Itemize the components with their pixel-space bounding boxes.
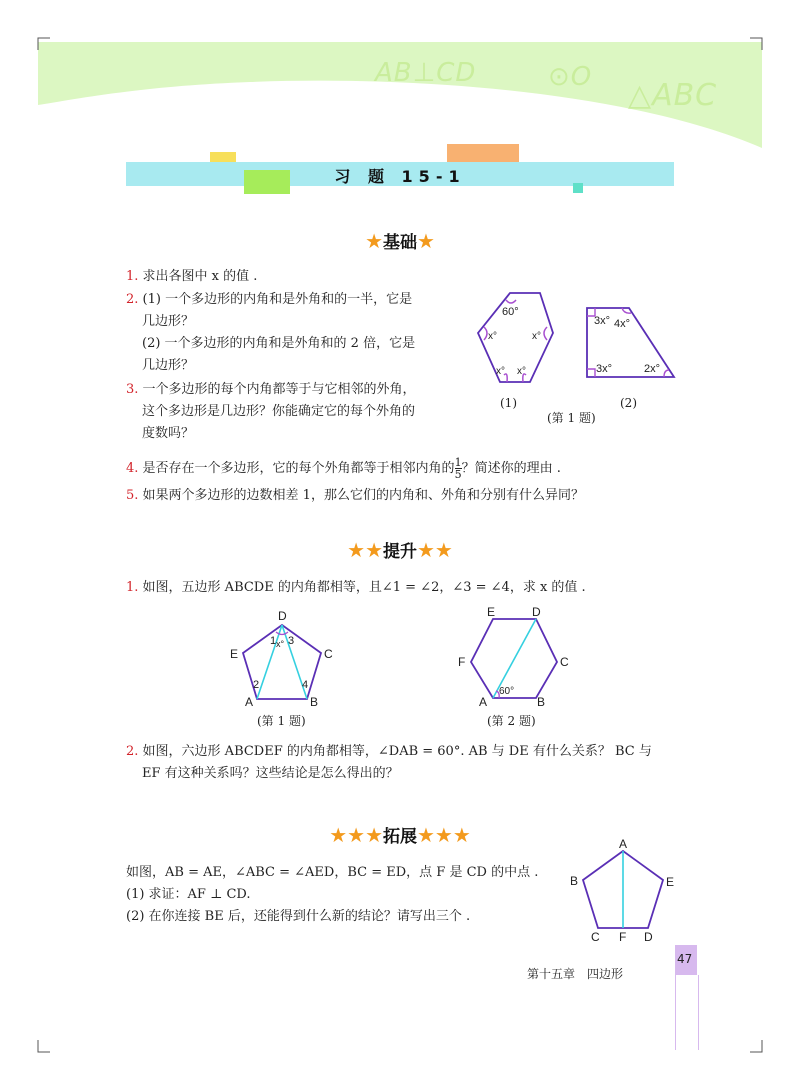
fig1-angle-br: x°: [517, 366, 526, 377]
pent-angle-2: 2: [253, 679, 260, 691]
hex-angle-60: 60°: [499, 686, 515, 697]
basic-item-3: 3. 一个多边形的每个内角都等于与它相邻的外角， 这个多边形是几边形？你能确定它的每个外角的 度数吗？: [126, 382, 416, 441]
figure-pentagon-improve: [228, 608, 338, 708]
hex-label-F: F: [458, 655, 466, 669]
improve-item-1: 1. 如图，五边形 ABCDE 的内角都相等，且∠1 = ∠2，∠3 = ∠4，求 x 的值 .: [126, 580, 586, 595]
hex-caption: (第 2 题): [487, 714, 536, 728]
pent-label-D: D: [278, 609, 287, 623]
hex-label-D: D: [532, 606, 541, 619]
pent-caption: (第 1 题): [257, 714, 306, 728]
pent-angle-x: x°: [276, 639, 285, 649]
deco-symbol-circle: ⊙O: [548, 62, 593, 92]
page-edge-line: [675, 975, 699, 1050]
hex-label-E: E: [487, 606, 496, 619]
basic-figure-caption: (第 1 题): [547, 411, 596, 425]
pent-label-C: C: [324, 647, 333, 661]
ext-label-F: F: [619, 930, 627, 944]
section-heading-basic: ★基础★: [365, 229, 435, 253]
basic-item-5: 5. 如果两个多边形的边数相差 1，那么它们的内角和、外角和分别有什么异同？: [126, 488, 584, 503]
figure-trapezoid-q1: [584, 304, 684, 384]
page-title: 习 题 15-1: [334, 167, 466, 186]
fig2-angle-tr: 4x°: [614, 318, 631, 330]
chapter-footer: 第十五章 四边形: [527, 967, 624, 981]
section-heading-extend: ★★★拓展★★★: [329, 823, 471, 847]
ext-label-A: A: [619, 837, 628, 851]
fig2-angle-tl: 3x°: [594, 315, 611, 327]
star-icon: ★★★: [329, 823, 383, 847]
pent-label-B: B: [310, 695, 319, 708]
page-number: 47: [677, 952, 693, 966]
ext-label-C: C: [591, 930, 600, 944]
deco-symbol-perpendicular: AB⊥CD: [375, 58, 477, 88]
pent-angle-3: 3: [288, 635, 295, 647]
fig1-angle-right: x°: [532, 331, 541, 342]
figure-hexagon-improve: [455, 606, 575, 706]
hex-label-A: A: [479, 695, 488, 706]
extend-text: [126, 862, 538, 928]
star-icon: ★★: [417, 538, 453, 562]
extend-line-1: 如图，AB = AE，∠ABC = ∠AED，BC = ED，点 F 是 CD 的中点 .: [126, 865, 539, 880]
star-icon: ★★★: [417, 823, 471, 847]
star-icon: ★: [365, 229, 383, 253]
ext-label-D: D: [644, 930, 653, 944]
pent-label-A: A: [245, 695, 254, 708]
figure-hexagon-q1: [470, 285, 580, 395]
extend-line-3: (2) 在你连接 BE 后，还能得到什么新的结论？请写出三个 .: [126, 909, 471, 924]
improve-item-2: 2. 如图，六边形 ABCDEF 的内角都相等，∠DAB = 60°. AB 与 DE 有什么关系？ BC 与 EF 有这种关系吗？这些结论是怎么得出的？: [126, 744, 652, 781]
basic-item-2: 2. (1) 一个多边形的内角和是外角和的一半，它是 几边形？ (2) 一个多边形的内角和是外角和的 2 倍，它是 几边形？: [126, 292, 416, 373]
section-heading-improve: ★★提升★★: [347, 538, 453, 562]
basic-item-4: 4. 是否存在一个多边形，它的每个外角都等于相邻内角的 $\frac{1}{5}$ ？简述你的理由 .: [126, 456, 561, 481]
figure-pentagon-extend: [566, 836, 686, 946]
hex-label-C: C: [560, 655, 569, 669]
pent-label-E: E: [230, 647, 239, 661]
star-icon: ★: [417, 229, 435, 253]
ext-label-E: E: [666, 875, 675, 889]
ext-label-B: B: [570, 874, 579, 888]
pent-angle-1: 1: [270, 635, 277, 647]
fig1-angle-bl: x°: [496, 366, 505, 377]
fraction-one-fifth: $\frac{1}{5}$: [454, 456, 462, 481]
fig1-subcaption: (1): [500, 396, 517, 410]
hex-label-B: B: [537, 695, 546, 706]
fig1-angle-top: 60°: [502, 306, 519, 318]
star-icon: ★★: [347, 538, 383, 562]
fig1-angle-left: x°: [488, 331, 497, 342]
fig2-angle-bl: 3x°: [596, 363, 613, 375]
extend-line-2: (1) 求证：AF ⊥ CD.: [126, 887, 251, 902]
basic-item-1: 1. 求出各图中 x 的值 .: [126, 269, 258, 284]
pent-angle-4: 4: [302, 679, 309, 691]
deco-symbol-triangle: △ABC: [628, 78, 718, 113]
fig2-angle-br: 2x°: [644, 363, 661, 375]
fig2-subcaption: (2): [620, 396, 637, 410]
